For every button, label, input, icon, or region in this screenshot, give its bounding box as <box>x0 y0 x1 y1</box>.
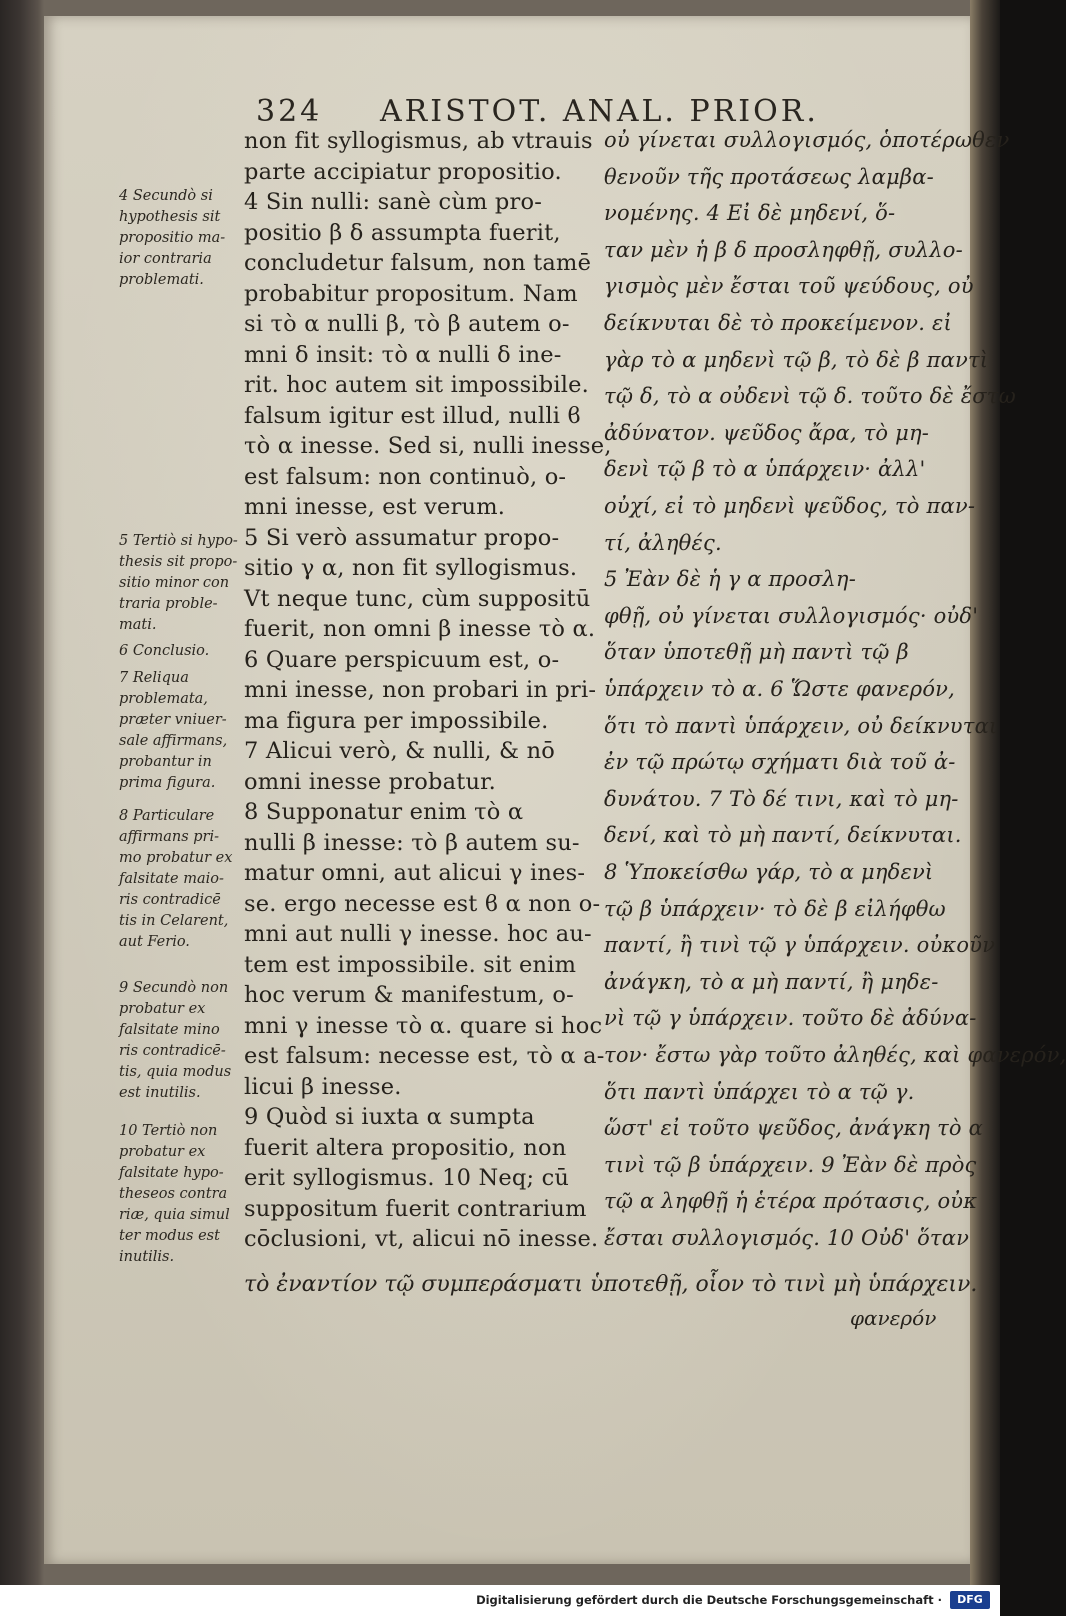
text-line: γισμὸς μὲν ἔσται τοῦ ψεύδους, οὐ <box>604 274 974 299</box>
text-line: mni aut nulli γ inesse. hoc au- <box>244 921 592 947</box>
text-line: 5 Ἐὰν δὲ ἡ γ α προσλη- <box>604 567 857 592</box>
text-line: sitio γ α, non fit syllogismus. <box>244 555 578 581</box>
text-line: δενί, καὶ τὸ μὴ παντί, δείκνυται. <box>604 823 962 848</box>
text-line: 8 Supponatur enim τὸ α <box>244 799 524 825</box>
text-line: τινὶ τῷ β ὑπάρχειν. 9 Ἐὰν δὲ πρὸς <box>604 1152 977 1177</box>
text-line: νὶ τῷ γ ὑπάρχειν. τοῦτο δὲ ἀδύνα- <box>604 1006 977 1031</box>
margin-note: 9 Secundò non probatur ex falsitate mino ris contradicē- tis, quia modus est inutilis. <box>119 980 232 1101</box>
margin-note: 4 Secundò si hypothesis sit propositio ma- ior contraria problemati. <box>119 188 226 288</box>
text-line: omni inesse probatur. <box>244 768 496 795</box>
text-line: probabitur propositum. Nam <box>244 280 578 307</box>
text-line: τῷ δ, τὸ α οὐδενὶ τῷ δ. τοῦτο δὲ ἔστω <box>604 384 1016 409</box>
text-line: si τὸ α nulli β, τὸ β autem o- <box>244 311 570 337</box>
text-line: ὅτι τὸ παντὶ ὑπάρχειν, οὐ δείκνυται <box>604 713 998 738</box>
margin-note: 7 Reliqua problemata, præter vniuer- sale affirmans, probantur in prima figura. <box>119 670 228 791</box>
text-line: 9 Quòd si iuxta α sumpta <box>244 1104 535 1130</box>
text-line: est falsum: non continuò, o- <box>244 463 567 490</box>
text-line: est falsum: necesse est, τὸ α a- <box>244 1043 605 1069</box>
dfg-logo: DFG <box>950 1591 990 1609</box>
text-line: νομένης. 4 Εἰ δὲ μηδενί, ὅ- <box>604 201 896 226</box>
text-line: mni δ insit: τὸ α nulli δ ine- <box>244 341 562 368</box>
text-line: ὑπάρχειν τὸ α. 6 Ὥστε φανερόν, <box>604 677 956 701</box>
text-line: ma figura per impossibile. <box>244 707 549 734</box>
text-line: cōclusioni, vt, alicui nō inesse. <box>244 1226 599 1252</box>
text-line: 5 Si verò assumatur propo- <box>244 524 560 551</box>
text-line: ὅτι παντὶ ὑπάρχει τὸ α τῷ γ. <box>604 1079 915 1104</box>
page-number: 324 <box>256 94 323 129</box>
bottom-greek-line: τὸ ἐναντίον τῷ συμπεράσματι ὑποτεθῇ, οἷον τὸ τινὶ μὴ ὑπάρχειν. <box>244 1272 978 1297</box>
text-line: hoc verum & manifestum, o- <box>244 982 574 1008</box>
margin-note: 8 Particulare affirmans pri- mo probatur ex falsitate maio- ris contradicē tis in Celarent, aut Ferio. <box>119 808 233 950</box>
margin-note: 10 Tertiò non probatur ex falsitate hypo- theseos contra riæ, quia simul ter modus est inutilis. <box>119 1123 230 1265</box>
text-line: positio β δ assumpta fuerit, <box>244 219 561 246</box>
text-line: δυνάτου. 7 Τὸ δέ τινι, καὶ τὸ μη- <box>604 786 959 811</box>
text-line: non fit syllogismus, ab vtrauis <box>244 128 593 154</box>
text-line: ἀδύνατον. ψεῦδος ἄρα, τὸ μη- <box>604 420 930 445</box>
text-line: τῷ α ληφθῇ ἡ ἑτέρα πρότασις, οὐκ <box>604 1189 978 1214</box>
book-edge <box>970 0 1000 1585</box>
running-head: ARISTOT. ANAL. PRIOR. <box>380 94 819 129</box>
text-line: matur omni, aut alicui γ ines- <box>244 860 586 886</box>
text-line: fuerit altera propositio, non <box>244 1134 567 1161</box>
book-page <box>44 16 1066 1564</box>
text-line: erit syllogismus. 10 Neq; cū <box>244 1165 570 1191</box>
text-line: ἀνάγκη, τὸ α μὴ παντί, ἢ μηδε- <box>604 969 939 994</box>
text-line: licui β inesse. <box>244 1073 402 1100</box>
text-line: ὥστ' εἰ τοῦτο ψεῦδος, ἀνάγκη τὸ α <box>604 1116 983 1141</box>
text-line: τῷ β ὑπάρχειν· τὸ δὲ β εἰλήφθω <box>604 896 946 921</box>
text-line: fuerit, non omni β inesse τὸ α. <box>244 616 596 642</box>
text-line: δενὶ τῷ β τὸ α ὑπάρχειν· ἀλλ' <box>604 457 926 482</box>
text-line: 6 Quare perspicuum est, o- <box>244 646 560 673</box>
text-line: ταν μὲν ἡ β δ προσληφθῇ, συλλο- <box>604 237 963 262</box>
text-line: mni inesse, non probari in pri- <box>244 677 597 703</box>
text-line: φθῇ, οὐ γίνεται συλλογισμός· οὐδ' <box>604 603 979 628</box>
text-line: τί, ἀληθές. <box>604 530 722 555</box>
text-line: οὐχί, εἰ τὸ μηδενὶ ψεῦδος, τὸ παν- <box>604 494 976 518</box>
margin-note: 5 Tertiò si hypo- thesis sit propo- sitio minor con traria proble- mati. <box>119 533 238 633</box>
margin-note: 6 Conclusio. <box>119 643 210 659</box>
text-line: 8 Ὑποκείσθω γάρ, τὸ α μηδενὶ <box>604 860 934 884</box>
text-line: 7 Alicui verò, & nulli, & nō <box>244 738 556 764</box>
text-line: parte accipiatur propositio. <box>244 158 562 185</box>
digitization-credit: Digitalisierung gefördert durch die Deutsche Forschungsgemeinschaft · <box>476 1593 942 1607</box>
text-line: τὸ α inesse. Sed si, nulli inesse, <box>244 433 612 459</box>
text-line: mni inesse, est verum. <box>244 494 506 520</box>
text-line: Vt neque tunc, cùm suppositū <box>244 585 591 612</box>
text-line: falsum igitur est illud, nulli ϐ <box>244 402 581 429</box>
text-line: concludetur falsum, non tamē <box>244 250 592 276</box>
text-line: παντί, ἢ τινὶ τῷ γ ὑπάρχειν. οὐκοῦν <box>604 933 996 958</box>
text-line: mni γ inesse τὸ α. quare si hoc <box>244 1012 603 1039</box>
text-line: ἐν τῷ πρώτῳ σχήματι διὰ τοῦ ἀ- <box>604 750 956 775</box>
text-line: ὅταν ὑποτεθῇ μὴ παντὶ τῷ β <box>604 640 909 665</box>
text-line: tem est impossibile. sit enim <box>244 951 577 978</box>
text-line: nulli β inesse: τὸ β autem su- <box>244 829 580 856</box>
catchword: φανερόν <box>850 1306 937 1330</box>
text-line: γὰρ τὸ α μηδενὶ τῷ β, τὸ δὲ β παντὶ <box>604 347 989 372</box>
text-line: τον· ἔστω γὰρ τοῦτο ἀληθές, καὶ φανερόν, <box>604 1043 1066 1067</box>
text-line: ἔσται συλλογισμός. 10 Οὐδ' ὅταν <box>604 1226 970 1250</box>
text-line: θενοῦν τῆς προτάσεως λαμβα- <box>604 164 934 189</box>
text-line: δείκνυται δὲ τὸ προκείμενον. εἰ <box>604 311 952 335</box>
text-line: se. ergo necesse est ϐ α non o- <box>244 890 601 917</box>
text-line: rit. hoc autem sit impossibile. <box>244 372 590 398</box>
footer-bar <box>0 1585 1000 1616</box>
text-line: 4 Sin nulli: sanè cùm pro- <box>244 189 543 215</box>
text-line: suppositum fuerit contrarium <box>244 1195 587 1222</box>
text-line: οὐ γίνεται συλλογισμός, ὁποτέρωθεν <box>604 128 1010 152</box>
